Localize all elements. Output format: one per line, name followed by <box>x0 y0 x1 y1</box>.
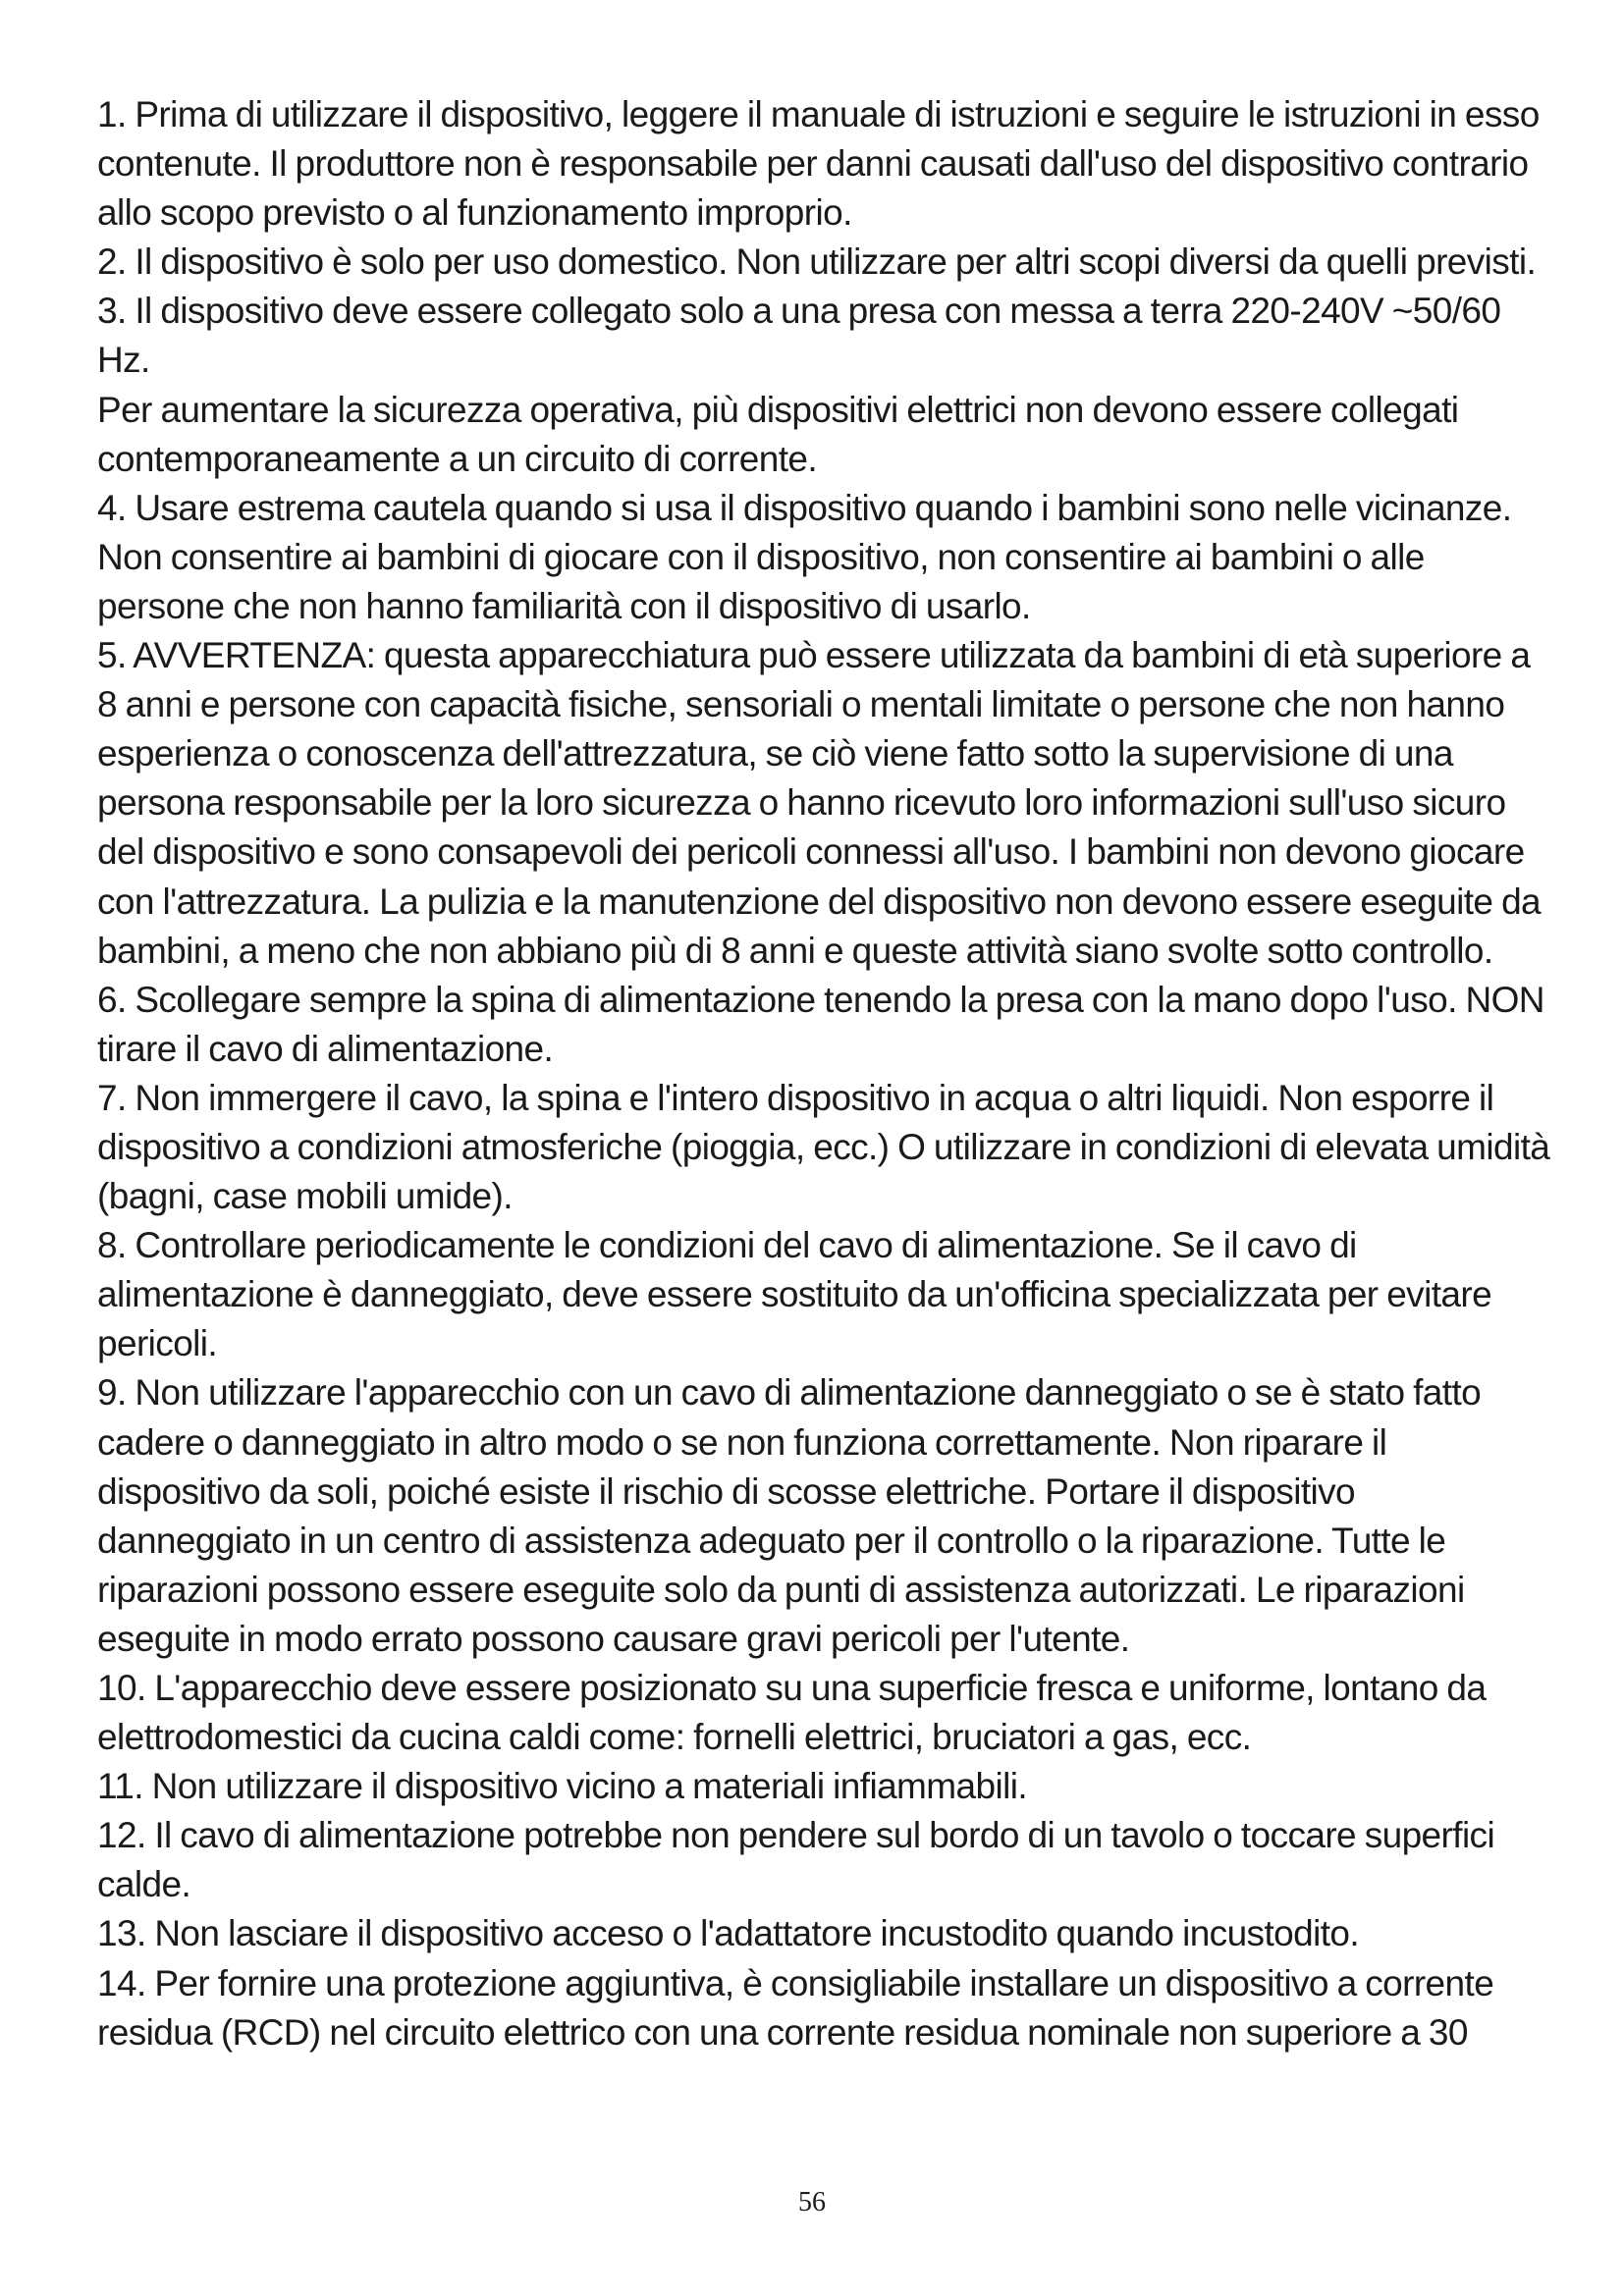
paragraph-2-domestic-use: 2. Il dispositivo è solo per uso domestico. Non utilizzare per altri scopi diversi da quelli previsti. <box>97 241 1537 283</box>
safety-instructions-text <box>97 90 1550 2057</box>
paragraph-11-flammable: 11. Non utilizzare il dispositivo vicino a materiali infiammabili. <box>97 1766 1027 1807</box>
paragraph-3-grounded-socket: 3. Il dispositivo deve essere collegato solo a una presa con messa a terra 220-240V ~50/60 Hz. <box>97 291 1501 381</box>
paragraph-4-children-caution: 4. Usare estrema cautela quando si usa il dispositivo quando i bambini sono nelle vicinanze. Non consentire ai bambini di giocare con il dispositivo, non consentire ai bambini o alle persone che non hanno familiarità con il dispositivo di usarlo. <box>97 487 1512 626</box>
paragraph-13-unattended: 13. Non lasciare il dispositivo acceso o l'adattatore incustodito quando incustodito. <box>97 1913 1360 1954</box>
paragraph-8-cable-check: 8. Controllare periodicamente le condizioni del cavo di alimentazione. Se il cavo di alimentazione è danneggiato, deve essere sostituito da un'officina specializzata per evitare pericoli. <box>97 1225 1492 1364</box>
page-number: 56 <box>798 2187 826 2217</box>
paragraph-6-unplug: 6. Scollegare sempre la spina di alimentazione tenendo la presa con la mano dopo l'uso. NON tirare il cavo di alimentazione. <box>97 979 1544 1069</box>
paragraph-14-rcd: 14. Per fornire una protezione aggiuntiva, è consigliabile installare un dispositivo a corrente residua (RCD) nel circuito elettrico con una corrente residua nominale non superiore a 30 <box>97 1962 1494 2053</box>
paragraph-10-placement: 10. L'apparecchio deve essere posizionato su una superficie fresca e uniforme, lontano da elettrodomestici da cucina caldi come: fornelli elettrici, bruciatori a gas, ecc. <box>97 1668 1487 1758</box>
paragraph-5-warning: 5. AVVERTENZA: questa apparecchiatura può essere utilizzata da bambini di età superiore a 8 anni e persone con capacità fisiche, sensoriali o mentali limitate o persone che non hanno esperienza o conoscenza dell'attrezzatura, se ciò viene fatto sotto la supervisione di una persona responsabile per la loro sicurezza o hanno ricevuto loro informazioni sull'uso sicuro del dispositivo e sono consapevoli dei pericoli connessi all'uso. I bambini non devono giocare con l'attrezzatura. La pulizia e la manutenzione del dispositivo non devono essere eseguite da bambini, a meno che non abbiano più di 8 anni e queste attività siano svolte sotto controllo. <box>97 635 1542 971</box>
paragraph-9-damaged-device: 9. Non utilizzare l'apparecchio con un cavo di alimentazione danneggiato o se è stato fatto cadere o danneggiato in altro modo o se non funziona correttamente. Non riparare il dispositivo da soli, poiché esiste il rischio di scosse elettriche. Portare il dispositivo danneggiato in un centro di assistenza adeguato per il controllo o la riparazione. Tutte le riparazioni possono essere eseguite solo da punti di assistenza autorizzati. Le riparazioni eseguite in modo errato possono causare gravi pericoli per l'utente. <box>97 1372 1482 1659</box>
paragraph-circuit-safety: Per aumentare la sicurezza operativa, più dispositivi elettrici non devono essere collegati contemporaneamente a un circuito di corrente. <box>97 389 1459 479</box>
paragraph-12-cable-edge: 12. Il cavo di alimentazione potrebbe non pendere sul bordo di un tavolo o toccare superfici calde. <box>97 1815 1495 1905</box>
paragraph-1-manual: 1. Prima di utilizzare il dispositivo, leggere il manuale di istruzioni e seguire le istruzioni in esso contenute. Il produttore non è responsabile per danni causati dall'uso del dispositivo contrario allo scopo previsto o al funzionamento improprio. <box>97 94 1540 234</box>
paragraph-7-water: 7. Non immergere il cavo, la spina e l'intero dispositivo in acqua o altri liquidi. Non esporre il dispositivo a condizioni atmosferiche (pioggia, ecc.) O utilizzare in condizioni di elevata umidità (bagni, case mobili umide). <box>97 1077 1550 1217</box>
